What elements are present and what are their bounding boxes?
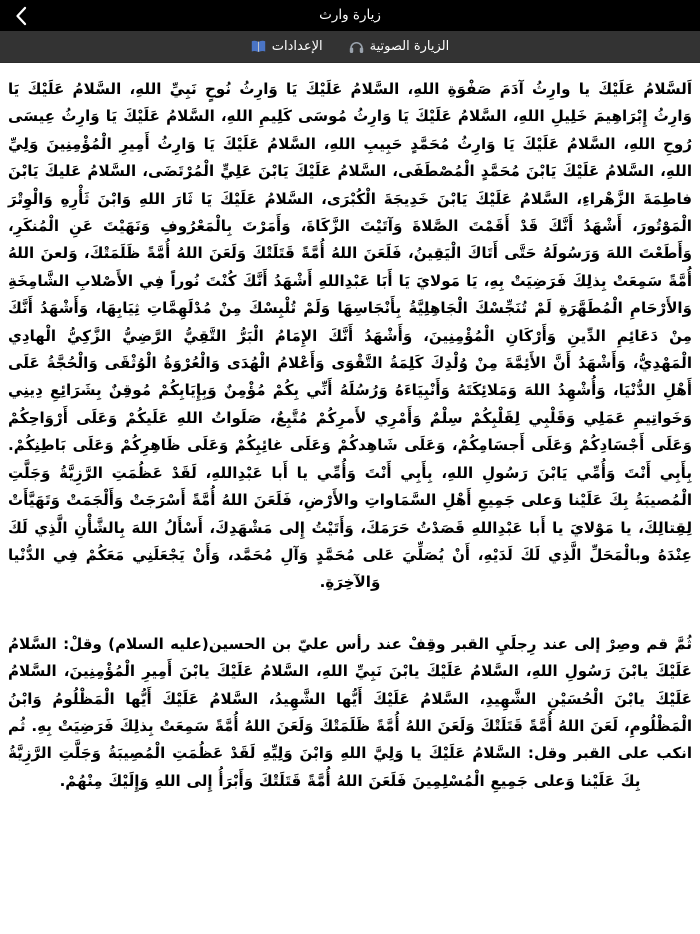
toolbar-item-settings[interactable]: [251, 31, 323, 62]
chevron-left-icon: [15, 6, 28, 26]
toolbar-item-audio-visit[interactable]: [349, 31, 450, 62]
paragraph-spacer: [8, 597, 692, 631]
toolbar-item-settings-label: الإعدادات: [271, 39, 323, 54]
ziyarat-paragraph-1: اَلسَّلامُ عَلَيْكَ يا وارِثُ آدَمَ صَفْوَةِ اللهِ، السَّلامُ عَلَيْكَ يَا وَارِثُ نُوحٍ نَبِيِّ اللهِ، السَّلامُ عَلَيْكَ يَا وَارِثُ إِبْرَاهِيمَ خَلِيلِ اللهِ، السَّلامُ عَلَيْكَ يَا وَارِثُ مُوسَى كَلِيمِ اللهِ، السَّلامُ عَلَيْكَ يَا وَارِثُ عِيسَى رُوحِ اللهِ، السَّلامُ عَلَيْكَ يَا وَارِثُ مُحَمَّدٍ حَبِيبِ اللهِ، السَّلامُ عَلَيْكَ يَا وَارِثُ أَمِيرِ الْمُؤْمِنِينَ وَلِيِّ اللهِ، السَّلامُ عَلَيْكَ يَابْنَ مُحَمَّدٍ الْمُصْطَفَى، السَّلامُ عَلَيْكَ يَابْنَ عَلِيٍّ الْمُرْتَضَى، السَّلامُ عَليكَ يَابْنَ فاطِمَةَ الزَّهْراءِ، السَّلامُ عَلَيْكَ يَابْنَ خَدِيجَةَ الْكُبْرَى، السَّلامُ عَلَيْكَ يَا ثَارَ اللهِ وَابْنَ ثَأْرِهِ وَالْوِتْرَ الْمَوْتُورَ، أَشْهَدُ أَنَّكَ قَدْ أَقَمْتَ الصَّلاةَ وَآتَيْتَ الزَّكَاةَ، وَأَمَرْتَ بِالْمَعْرُوفِ وَنَهَيْتَ عَنِ الْمُنكَرِ، وَأَطَعْتَ اللهَ وَرَسُولَهُ حَتَّى أَتَاكَ الْيَقِينُ، فَلَعَنَ اللهُ أُمَّةً قَتَلَتْكَ وَلَعَنَ اللهُ أُمَّةً ظَلَمَتْكَ، وَلعنَ اللهُ أُمَّةً سَمِعَتْ بِذلِكَ فَرَضِيَتْ بِهِ، يَا مَولايَ يَا أَبَا عَبْدِاللهِ أَشْهَدُ أَنَّكَ كُنْتَ نُوراً فِي الأَصْلابِ الشَّامِخَةِ وَالأَرْحَامِ الْمُطَهَّرَةِ لَمْ تُنَجِّسْكَ الْجَاهِلِيَّةُ بِأَنْجَاسِهَا وَلَمْ تُلْبِسْكَ مِنْ مُدْلَهِمَّاتِ ثِيَابِهَا، وَأَشْهَدُ أَنَّكَ مِنْ دَعَائِمِ الدِّينِ وَأَرْكَانِ الْمُؤْمِنِينَ، وَأَشْهَدُ أَنَّكَ الإِمَامُ الْبَرُّ التَّقِيُّ الرَّضِيُّ الزَّكِيُّ الْهادِي الْمَهْدِيُّ، وَأَشْهَدُ أَنَّ الأَئِمَّةَ مِنْ وُلْدِكَ كَلِمَةُ التَّقْوَى وَأَعْلامُ الْهُدَى وَالْعُرْوَةُ الْوُثْقَى وَالْحُجَّةُ عَلَى أَهْلِ الدُّنْيَا، وَأُشْهِدُ اللهَ وَمَلائِكَتَهُ وَأَنْبِيَاءَهُ وَرُسُلَهُ أَنِّي بِكُمْ مُؤْمِنٌ وَبِإِيَابِكُمْ مُوقِنٌ بِشَرَائِعِ دِينِي وَخَواتِيمِ عَمَلِي وَقَلْبِي لِقَلْبِكُمْ سِلْمٌ وَأَمْرِي لأَمرِكُمْ مُتَّبِعٌ، صَلَواتُ اللهِ عَلَيكُمْ وَعَلَى أَرْوَاحِكُمْ وَعَلَى أَجْسَادِكُمْ وَعَلَى أَجسَامِكُمْ، وَعَلَى شَاهِدكُمْ وَعَلَى غائِبِكُمْ وَعَلَى ظَاهِرِكُمْ وَعَلَى بَاطِنِكُمْ. بِأَبِي أَنْتَ وَأُمِّي يَابْنَ رَسُولِ اللهِ، بِأَبِي أَنْتَ وَأُمِّي يا أَبا عَبْدِاللهِ، لَقَدْ عَظُمَتِ الرَّزِيَّةُ وَجَلَّتِ الْمُصيبَةُ بِكَ عَلَيْنا وَعلى جَمِيعِ أَهْلِ السَّمَاواتِ والأَرْضِ، فَلَعَنَ اللهُ أُمَّةً أَسْرَجَتْ وَأَلْجَمَتْ وَتَهَيَّأَتْ لِقِتالِكَ، يا مَوْلايَ يا أَبا عَبْدِاللهِ قَصَدْتُ حَرَمَكَ، وَأَتَيْتُ إِلى مَشْهَدِكَ، أَسْأَلُ اللهَ بِالشَّأْنِ الَّذِي لَكَ عِنْدَهُ وبالْمَحَلِّ الَّذِي لَكَ لَدَيْهِ، أَنْ يُصَلِّيَ عَلى مُحَمَّدٍ وَآلِ مُحَمَّد، وَأَنْ يَجْعَلَنِي مَعَكُمْ فِي الدُّنْيا وَالآخِرَةِ.: [8, 80, 692, 592]
ziyarat-paragraph-2: ثُمَّ قم وصِرْ إلى عند رِجلَيِ القبر وقِفْ عند رأس عليّ بن الحسين(عليه السلام) وقلْ: السَّلامُ عَلَيْكَ يابْنَ رَسُولِ اللهِ، السَّلامُ عَلَيْكَ يابْنَ نَبِيِّ اللهِ، السَّلامُ عَلَيْكَ يابْنَ أَمِيرِ الْمُؤْمِنِينَ، السَّلامُ عَلَيْكَ يابْنَ الْحُسَيْنِ الشَّهِيدِ، السَّلامُ عَلَيْكَ أَيُّها الشَّهِيدُ، السَّلامُ عَلَيْكَ أَيُّها الْمَظْلُومُ وَابْنُ الْمَظْلُومِ، لَعَنَ اللهُ أُمَّةً قَتَلَتْكَ وَلَعَنَ اللهُ أُمَّةً ظَلَمَتْكَ وَلَعَنَ اللهُ أُمَّةً سَمِعَتْ بِذلِكَ فَرَضِيَتْ بِهِ. ثُم انكب على القبر وقل: السَّلامُ عَلَيْكَ يا وَلِيَّ اللهِ وَابْنَ وَلِيِّهِ لَقَدْ عَظُمَتِ الْمُصِيبَةُ وَجَلَّتِ الرَّزِيَّةُ بِكَ عَلَيْنا وَعلى جَمِيعِ الْمُسْلِمِينَ فَلَعَنَ اللهُ أُمَّةً قَتَلَتْكَ وَأَبْرَأُ إِلى اللهِ وَإِلَيْكَ مِنْهُمْ.: [8, 634, 692, 790]
content-scroll-area[interactable]: [0, 63, 700, 922]
toolbar-item-audio-visit-label: الزيارة الصوتية: [369, 39, 450, 54]
book-icon: [251, 39, 266, 54]
page-title: زيارة وارث: [319, 7, 381, 23]
back-button[interactable]: [4, 0, 38, 31]
headphones-icon: [349, 39, 364, 54]
toolbar: [0, 31, 700, 63]
title-bar: [0, 0, 700, 31]
